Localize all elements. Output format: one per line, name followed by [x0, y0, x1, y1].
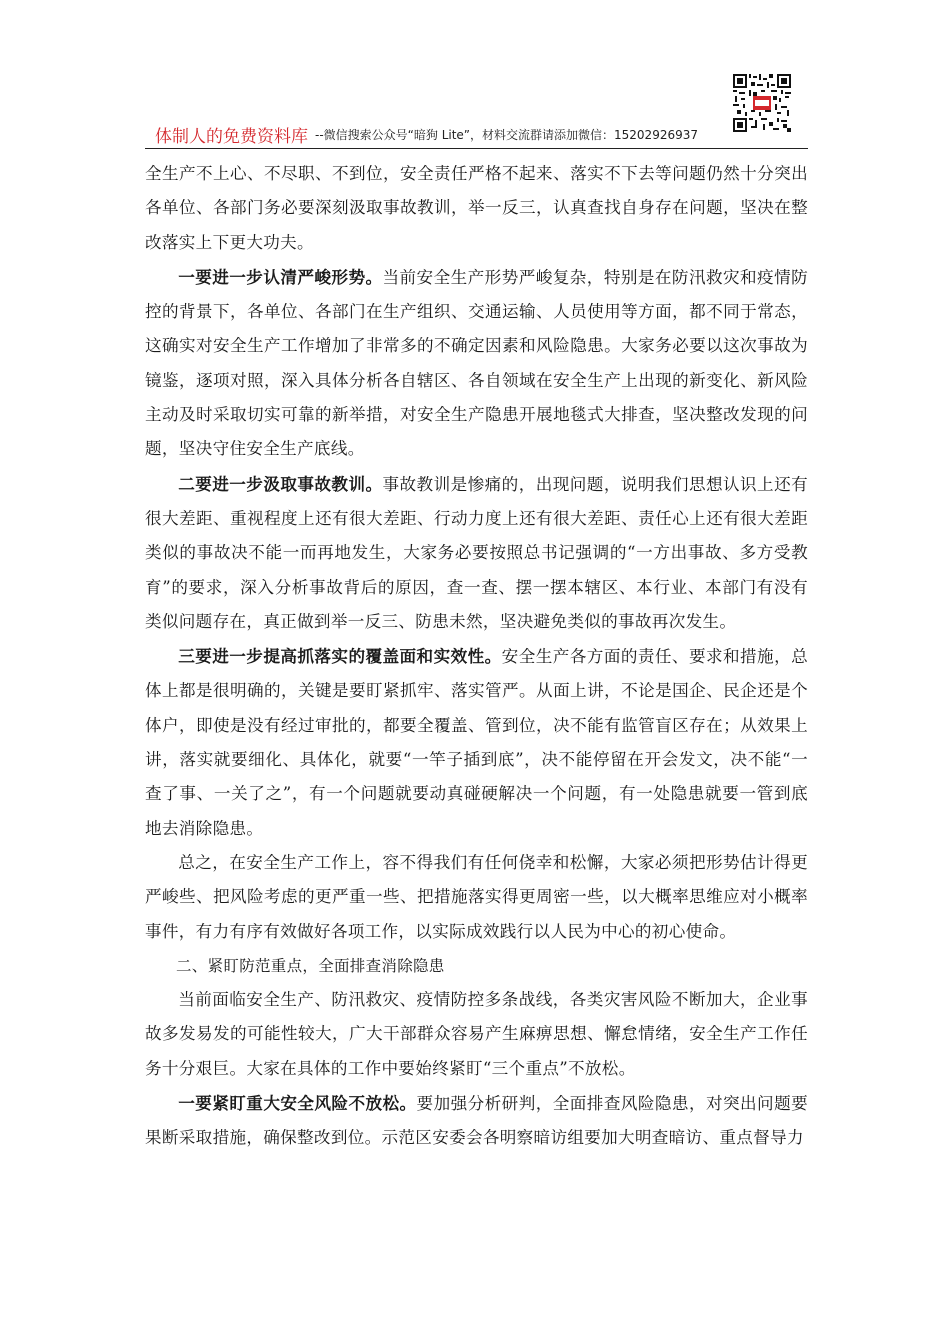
- paragraph-1: [145, 157, 808, 260]
- paragraph-lead: 三要进一步提高抓落实的覆盖面和实效性。: [178, 646, 502, 667]
- paragraph-text: 事故教训是惨痛的，出现问题，说明我们思想认识上还有很大差距、重视程度上还有很大差距、行动力度上还有很大差距、责任心上还有很大差距类似的事故决不能一而再地发生，大家务必要按照总书记强调的“一方出事故、多方受教育”的要求，深入分析事故背后的原因，查一查、摆一摆本辖区、本行业、本部门有没有类似问题存在，真正做到举一反三、防患未然，坚决避免类似的事故再次发生。: [145, 474, 808, 631]
- paragraph-text: 全生产不上心、不尽职、不到位，安全责任严格不起来、落实不下去等问题仍然十分突出各单位、各部门务必要深刻汲取事故教训，举一反三，认真查找自身存在问题，坚决在整改落实上下更大功夫。: [145, 164, 808, 252]
- paragraph-5: [145, 846, 808, 949]
- paragraph-text: 当前面临安全生产、防汛救灾、疫情防控多条战线，各类灾害风险不断加大，企业事故多发易发的可能性较大，广大干部群众容易产生麻痹思想、懈怠情绪，安全生产工作任务十分艰巨。大家在具体的工作中要始终紧盯“三个重点”不放松。: [145, 990, 808, 1078]
- document-body: [145, 157, 808, 1156]
- paragraph-2: [145, 260, 808, 467]
- paragraph-lead: 一要紧盯重大安全风险不放松。: [178, 1093, 417, 1114]
- paragraph-6: [145, 983, 808, 1086]
- paragraph-text: 安全生产各方面的责任、要求和措施，总体上都是很明确的，关键是要盯紧抓牢、落实管严。从面上讲，不论是国企、民企还是个体户，即使是没有经过审批的，都要全覆盖、管到位，决不能有监管盲区存在；从效果上讲，落实就要细化、具体化，就要“一竿子插到底”，决不能停留在开会发文，决不能“一查了事、一关了之”，有一个问题就要动真碰硬解决一个问题，有一处隐患就要一管到底地去消除隐患。: [145, 647, 808, 838]
- paragraph-text: 要加强分析研判，全面排查风险隐患，对突出问题要果断采取措施，确保整改到位。示范区安委会各明察暗访组要加大明查暗访、重点督导力: [145, 1094, 808, 1148]
- paragraph-text: 总之，在安全生产工作上，容不得我们有任何侥幸和松懈，大家必须把形势估计得更严峻些、把风险考虑的更严重一些、把措施落实得更周密一些，以大概率思维应对小概率事件，有力有序有效做好各项工作，以实际成效践行以人民为中心的初心使命。: [145, 852, 808, 941]
- paragraph-3: [145, 467, 808, 639]
- page-header: [145, 118, 808, 149]
- paragraph-7: [145, 1086, 808, 1156]
- paragraph-4: [145, 639, 808, 846]
- paragraph-text: 当前安全生产形势严峻复杂，特别是在防汛救灾和疫情防控的背景下，各单位、各部门在生产组织、交通运输、人员使用等方面，都不同于常态，这确实对安全生产工作增加了非常多的不确定因素和风险隐患。大家务必要以这次事故为镜鉴，逐项对照，深入具体分析各自辖区、各自领域在安全生产上出现的新变化、新风险主动及时采取切实可靠的新举措，对安全生产隐患开展地毯式大排查，坚决整改发现的问题，坚决守住安全生产底线。: [145, 267, 808, 459]
- qr-code-icon: [733, 74, 791, 132]
- header-title: 体制人的免费资料库: [155, 127, 308, 147]
- section-heading-text: 二、紧盯防范重点，全面排查消除隐患: [176, 956, 445, 975]
- header-subtitle: --微信搜索公众号“暗狗 Lite”，材料交流群请添加微信：15202926937: [315, 128, 698, 142]
- paragraph-lead: 二要进一步汲取事故教训。: [178, 473, 383, 494]
- paragraph-lead: 一要进一步认清严峻形势。: [178, 266, 383, 287]
- section-heading: [145, 949, 808, 983]
